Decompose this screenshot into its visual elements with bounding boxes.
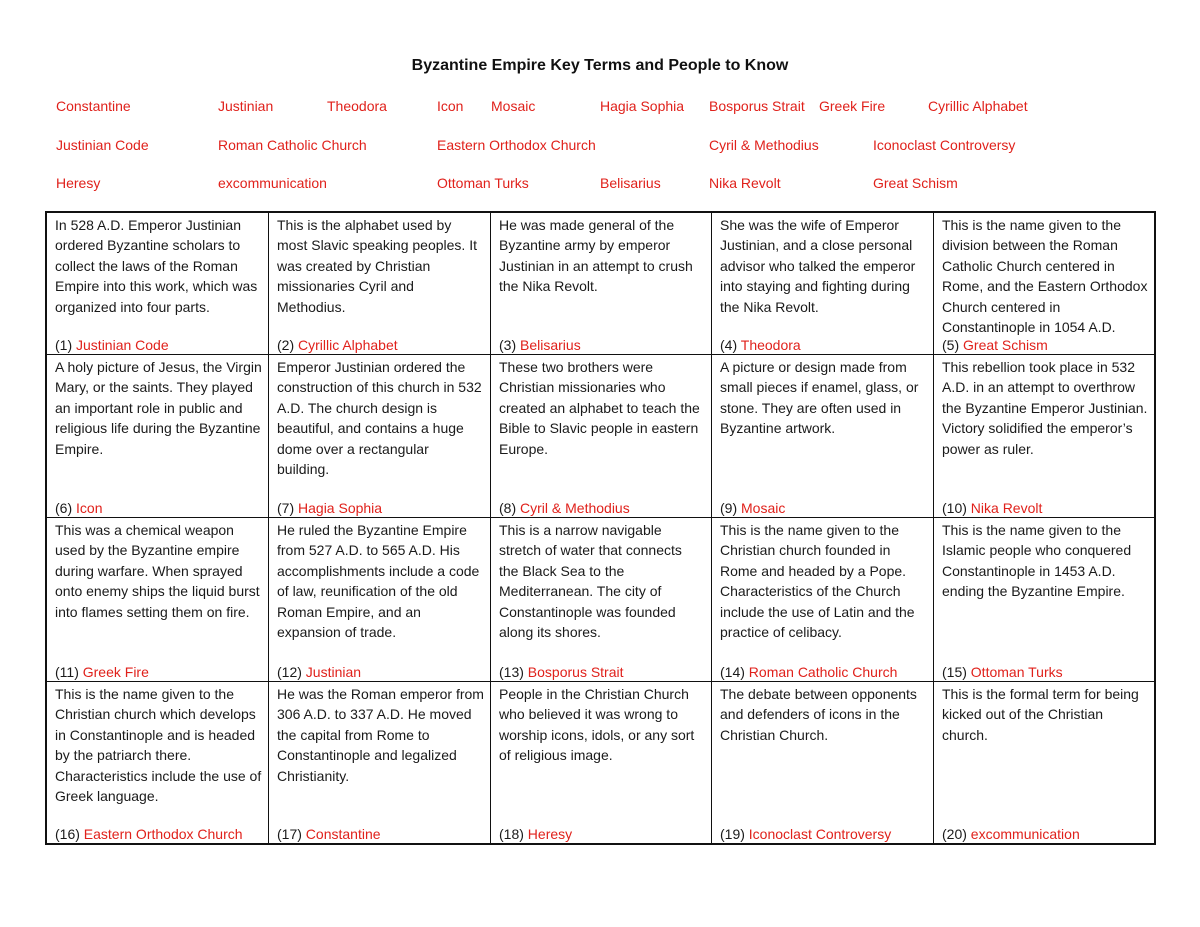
answer-line: [942, 336, 1048, 354]
answer-term: Cyrillic Alphabet: [298, 337, 398, 353]
answer-line: [720, 499, 785, 517]
word-bank-term: Justinian: [218, 98, 274, 114]
clue-cell: [491, 682, 712, 843]
word-bank-term: Iconoclast Controversy: [873, 137, 1016, 153]
answer-line: [720, 663, 897, 681]
clue-cell: [269, 682, 491, 843]
answer-line: [499, 499, 630, 517]
clue-number: (8): [499, 500, 517, 516]
clue-text: This is the name given to the Christian church founded in Rome and headed by a Pope. Characteristics of the Church include the use of Latin and the practice of celibacy.: [720, 522, 915, 641]
answer-term: Bosporus Strait: [527, 664, 624, 680]
answer-term: Eastern Orthodox Church: [83, 826, 243, 842]
answer-term: Theodora: [740, 337, 801, 353]
clue-cell: [712, 682, 934, 843]
clue-cell: [934, 355, 1154, 518]
word-bank-term: excommunication: [218, 175, 327, 191]
answer-line: [277, 499, 382, 517]
answer-line: [277, 663, 361, 681]
clue-text: This is the name given to the Christian church which develops in Constantinople and is headed by the patriarch there. Characteristics include the use of Greek language.: [55, 686, 262, 805]
answer-line: [499, 825, 572, 843]
clue-text: People in the Christian Church who believed it was wrong to worship icons, idols, or any sort of religious image.: [499, 686, 695, 764]
word-bank-term: Great Schism: [873, 175, 958, 191]
word-bank-term: Theodora: [327, 98, 387, 114]
answer-term: Justinian: [305, 664, 362, 680]
answer-term: Nika Revolt: [970, 500, 1043, 516]
word-bank-term: Heresy: [56, 175, 101, 191]
answer-line: [942, 663, 1063, 681]
clue-text: This rebellion took place in 532 A.D. in an attempt to overthrow the Byzantine Emperor Justinian. Victory solidified the emperor’s power as ruler.: [942, 359, 1148, 457]
clue-number: (14): [720, 664, 745, 680]
clue-number: (2): [277, 337, 295, 353]
clue-cell: [47, 682, 269, 843]
answer-line: [55, 663, 149, 681]
clue-number: (9): [720, 500, 738, 516]
clue-number: (17): [277, 826, 302, 842]
clue-number: (5): [942, 337, 960, 353]
word-bank-term: Ottoman Turks: [437, 175, 529, 191]
clue-number: (4): [720, 337, 738, 353]
clue-text: He was made general of the Byzantine army by emperor Justinian in an attempt to crush the Nika Revolt.: [499, 217, 693, 295]
clue-number: (20): [942, 826, 967, 842]
word-bank-term: Cyrillic Alphabet: [928, 98, 1028, 114]
answer-line: [499, 663, 624, 681]
clue-cell: [491, 355, 712, 518]
answer-term: Icon: [76, 500, 103, 516]
answer-term: Constantine: [305, 826, 381, 842]
clue-text: He ruled the Byzantine Empire from 527 A.D. to 565 A.D. His accomplishments include a code of law, reunification of the old Roman Empire, and an expansion of trade.: [277, 522, 480, 641]
answer-line: [55, 825, 243, 843]
clue-cell: [712, 355, 934, 518]
answer-term: Belisarius: [520, 337, 581, 353]
word-bank-term: Eastern Orthodox Church: [437, 137, 596, 153]
clue-cell: [712, 518, 934, 682]
clue-cell: [934, 682, 1154, 843]
answer-term: Mosaic: [741, 500, 786, 516]
clue-cell: [269, 213, 491, 355]
clue-text: The debate between opponents and defenders of icons in the Christian Church.: [720, 686, 917, 743]
word-bank-term: Belisarius: [600, 175, 661, 191]
clue-text: A holy picture of Jesus, the Virgin Mary, or the saints. They played an important role in public and religious life during the Byzantine Empire.: [55, 359, 262, 457]
clue-text: This was a chemical weapon used by the Byzantine empire during warfare. When sprayed onto enemy ships the liquid burst into flames setting them on fire.: [55, 522, 260, 620]
clue-text: In 528 A.D. Emperor Justinian ordered Byzantine scholars to collect the laws of the Roman Empire into this work, which was organized into four parts.: [55, 217, 258, 315]
clue-cell: [934, 213, 1154, 355]
clue-number: (10): [942, 500, 967, 516]
answer-term: excommunication: [970, 826, 1080, 842]
word-bank-term: Bosporus Strait: [709, 98, 805, 114]
clue-text: This is the alphabet used by most Slavic speaking peoples. It was created by Christian missionaries Cyril and Methodius.: [277, 217, 477, 315]
answer-line: [55, 336, 169, 354]
clue-text: A picture or design made from small pieces if enamel, glass, or stone. They are often used in Byzantine artwork.: [720, 359, 919, 437]
answer-line: [942, 499, 1042, 517]
clue-number: (12): [277, 664, 302, 680]
clue-text: Emperor Justinian ordered the construction of this church in 532 A.D. The church design is beautiful, and contains a huge dome over a rectangular building.: [277, 359, 482, 478]
answer-line: [277, 825, 381, 843]
word-bank-term: Greek Fire: [819, 98, 886, 114]
clue-number: (1): [55, 337, 73, 353]
clue-number: (13): [499, 664, 524, 680]
clue-cell: [269, 355, 491, 518]
word-bank-term: Nika Revolt: [709, 175, 781, 191]
clue-number: (6): [55, 500, 73, 516]
word-bank: [0, 0, 1200, 210]
answer-term: Greek Fire: [82, 664, 149, 680]
clue-number: (3): [499, 337, 517, 353]
answer-term: Hagia Sophia: [298, 500, 383, 516]
word-bank-term: Hagia Sophia: [600, 98, 685, 114]
clue-cell: [47, 213, 269, 355]
answer-term: Iconoclast Controversy: [748, 826, 892, 842]
clue-number: (16): [55, 826, 80, 842]
clue-number: (15): [942, 664, 967, 680]
clue-text: This is the formal term for being kicked out of the Christian church.: [942, 686, 1139, 743]
clue-cell: [712, 213, 934, 355]
answer-term: Roman Catholic Church: [748, 664, 898, 680]
word-bank-term: Constantine: [56, 98, 131, 114]
answer-term: Heresy: [527, 826, 573, 842]
word-bank-term: Cyril & Methodius: [709, 137, 819, 153]
clue-cell: [47, 518, 269, 682]
clue-cell: [491, 518, 712, 682]
clue-number: (11): [55, 664, 79, 680]
answer-line: [942, 825, 1080, 843]
clue-number: (19): [720, 826, 745, 842]
answer-term: Justinian Code: [76, 337, 169, 353]
answer-term: Cyril & Methodius: [520, 500, 630, 516]
answer-line: [277, 336, 398, 354]
clue-cell: [47, 355, 269, 518]
clue-number: (7): [277, 500, 295, 516]
word-bank-term: Icon: [437, 98, 464, 114]
page-title: Byzantine Empire Key Terms and People to Know: [411, 57, 789, 74]
clue-number: (18): [499, 826, 524, 842]
clue-text: He was the Roman emperor from 306 A.D. to 337 A.D. He moved the capital from Rome to Constantinople and legalized Christianity.: [277, 686, 484, 784]
clue-cell: [934, 518, 1154, 682]
answer-line: [499, 336, 581, 354]
clue-table: [45, 211, 1156, 845]
clue-text: This is the name given to the division between the Roman Catholic Church centered in Rome, and the Eastern Orthodox Church centered in Constantinople in 1054 A.D.: [942, 217, 1148, 336]
clue-text: This is the name given to the Islamic people who conquered Constantinople in 1453 A.D. ending the Byzantine Empire.: [942, 522, 1132, 600]
word-bank-term: Mosaic: [491, 98, 536, 114]
answer-term: Great Schism: [963, 337, 1048, 353]
clue-cell: [491, 213, 712, 355]
answer-line: [55, 499, 102, 517]
word-bank-term: Justinian Code: [56, 137, 149, 153]
clue-text: This is a narrow navigable stretch of water that connects the Black Sea to the Mediterranean. The city of Constantinople was founded along its shores.: [499, 522, 682, 641]
answer-term: Ottoman Turks: [970, 664, 1063, 680]
clue-text: These two brothers were Christian missionaries who created an alphabet to teach the Bible to Slavic people in eastern Europe.: [499, 359, 700, 457]
clue-cell: [269, 518, 491, 682]
word-bank-term: Roman Catholic Church: [218, 137, 367, 153]
clue-text: She was the wife of Emperor Justinian, and a close personal advisor who talked the emperor into staying and fighting during the Nika Revolt.: [720, 217, 916, 315]
answer-line: [720, 336, 801, 354]
answer-line: [720, 825, 891, 843]
